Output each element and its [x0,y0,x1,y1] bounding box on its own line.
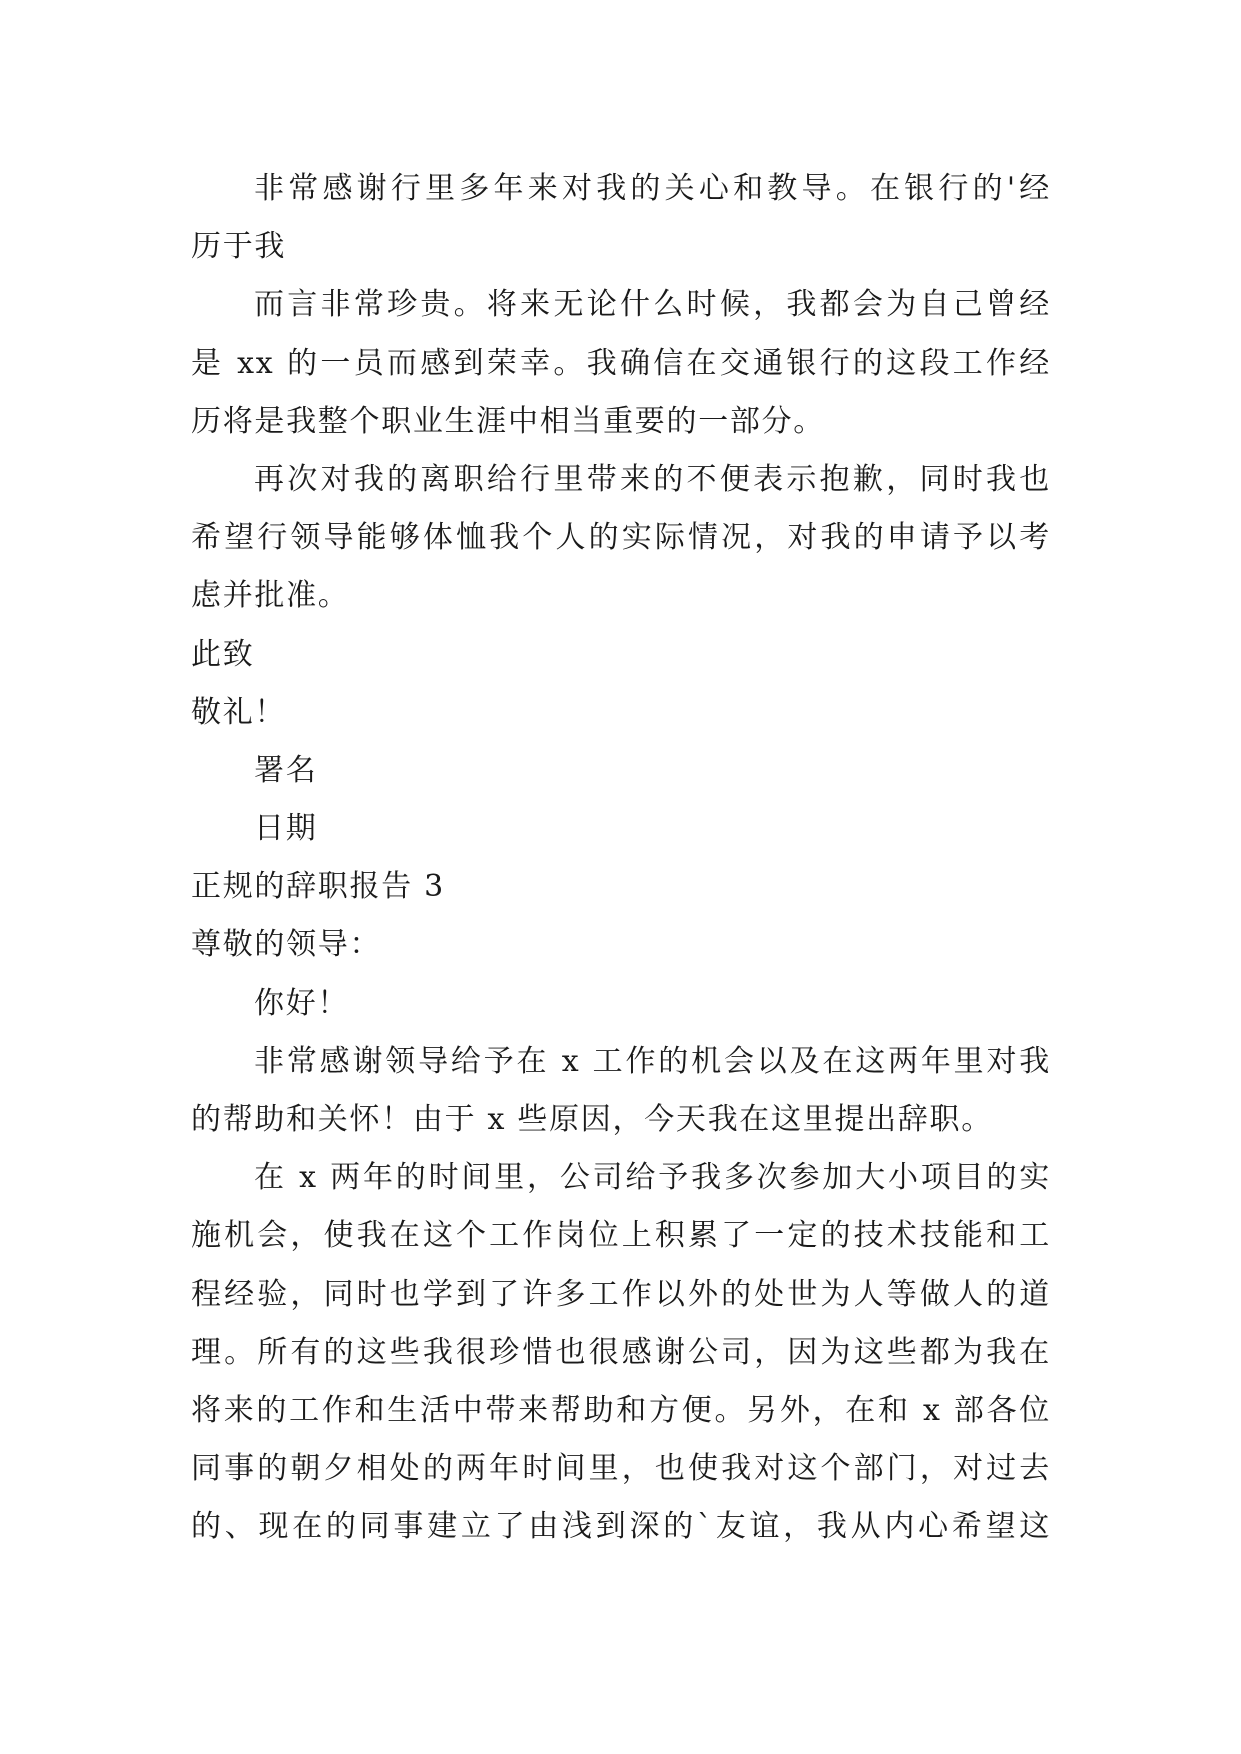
closing-salutation: 此致 [191,636,255,672]
section-title: 正规的辞职报告 3 [191,869,445,905]
text-line: 是 xx 的一员而感到荣幸。我确信在交通银行的这段工作经 [191,345,1051,381]
text-line: 施机会，使我在这个工作岗位上积累了一定的技术技能和工 [191,1218,1051,1254]
letter-salutation: 尊敬的领导： [191,927,382,963]
closing-regards: 敬礼！ [191,694,287,730]
text-line: 非常感谢领导给予在 x 工作的机会以及在这两年里对我 [254,1043,1051,1079]
text-line: 历将是我整个职业生涯中相当重要的一部分。 [191,403,825,439]
text-line: 的、现在的同事建立了由浅到深的`友谊，我从内心希望这 [191,1509,1051,1545]
greeting: 你好！ [254,985,350,1021]
text-line: 非常感谢行里多年来对我的关心和教导。在银行的'经 [254,171,1051,206]
text-line: 程经验，同时也学到了许多工作以外的处世为人等做人的道 [191,1276,1051,1312]
text-line: 理。所有的这些我很珍惜也很感谢公司，因为这些都为我在 [191,1334,1051,1370]
text-line: 将来的工作和生活中带来帮助和方便。另外，在和 x 部各位 [191,1392,1051,1428]
text-line: 同事的朝夕相处的两年时间里，也使我对这个部门，对过去 [191,1451,1051,1487]
document-page [191,160,1051,1557]
text-line: 在 x 两年的时间里，公司给予我多次参加大小项目的实 [254,1160,1051,1196]
signature-label: 署名 [254,752,318,788]
text-line: 希望行领导能够体恤我个人的实际情况，对我的申请予以考 [191,520,1051,556]
text-line: 再次对我的离职给行里带来的不便表示抱歉，同时我也 [254,461,1051,497]
text-line: 的帮助和关怀！由于 x 些原因，今天我在这里提出辞职。 [191,1102,993,1137]
date-label: 日期 [254,811,318,847]
text-line: 虑并批准。 [191,578,350,614]
text-line: 而言非常珍贵。将来无论什么时候，我都会为自己曾经 [254,287,1051,323]
text-line: 历于我 [191,229,287,265]
